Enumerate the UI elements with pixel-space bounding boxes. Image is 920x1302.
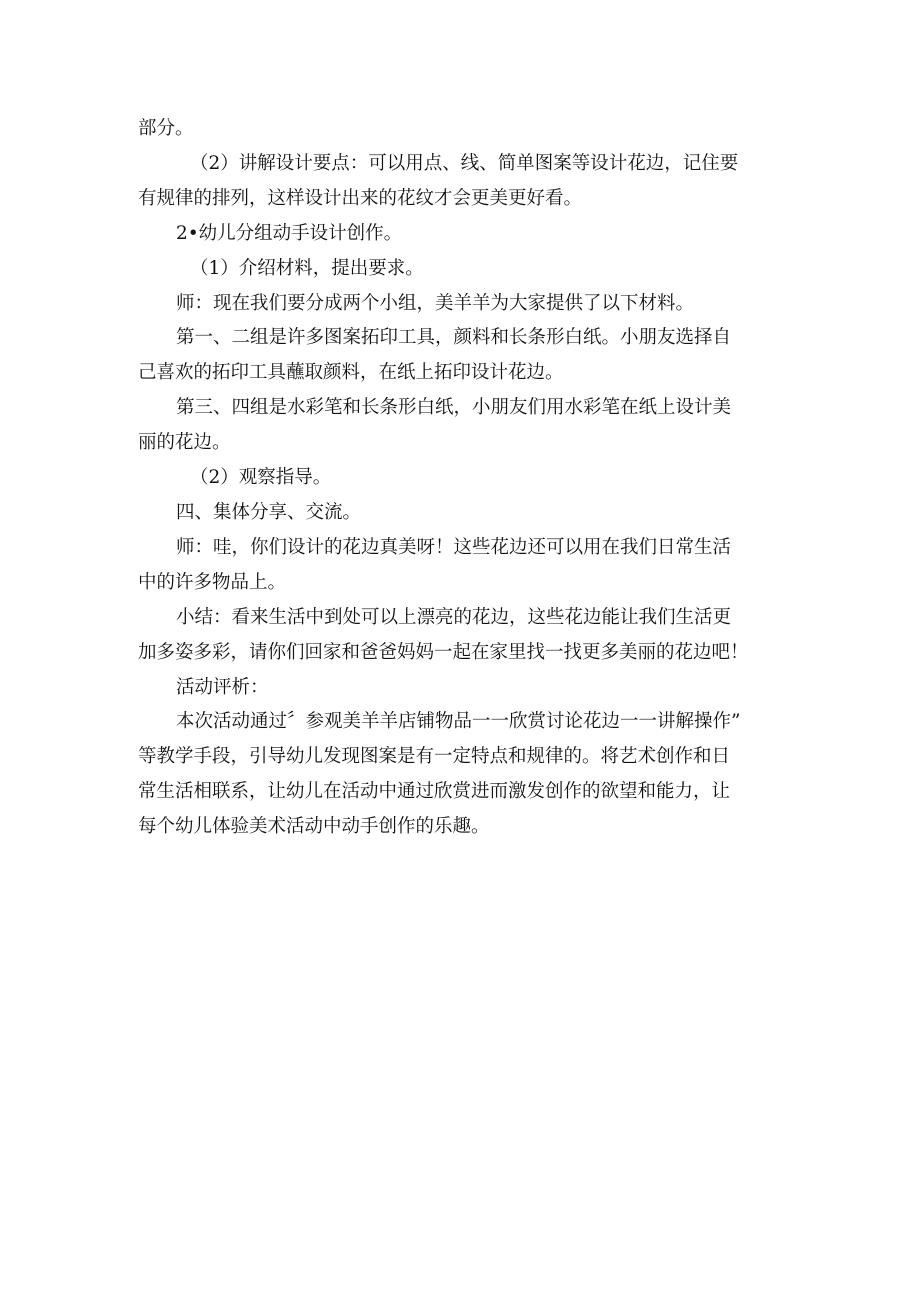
paragraph-line: （2）观察指导。 — [190, 467, 332, 489]
paragraph-line: 中的许多物品上。 — [138, 571, 287, 593]
paragraph-line: （2）讲解设计要点：可以用点、线、简单图案等设计花边，记住要 — [190, 152, 739, 174]
paragraph-line: 有规律的排列，这样设计出来的花纹才会更美更好看。 — [138, 187, 583, 209]
paragraph-line: 2•幼儿分组动手设计创作。 — [176, 222, 403, 244]
document-body — [138, 112, 788, 845]
paragraph-line: （1）介绍材料，提出要求。 — [190, 257, 424, 279]
paragraph-line: 等教学手段，引导幼儿发现图案是有一定特点和规律的。将艺术创作和日 — [138, 746, 731, 768]
paragraph-line: 丽的花边。 — [138, 432, 231, 454]
paragraph-line: 师：现在我们要分成两个小组，美羊羊为大家提供了以下材料。 — [176, 292, 695, 314]
paragraph-line: 第三、四组是水彩笔和长条形白纸，小朋友们用水彩笔在纸上设计美 — [176, 397, 732, 419]
paragraph-line: 部分。 — [138, 118, 194, 139]
paragraph-line: 每个幼儿体验美术活动中动手创作的乐趣。 — [138, 816, 490, 838]
paragraph-line: 己喜欢的拓印工具蘸取颜料，在纸上拓印设计花边。 — [138, 362, 564, 384]
paragraph-line: 常生活相联系，让幼儿在活动中通过欣赏进而激发创作的欲望和能力，让 — [138, 781, 731, 803]
paragraph-line: 第一、二组是许多图案拓印工具，颜料和长条形白纸。小朋友选择自 — [176, 327, 732, 349]
paragraph-line: 小结：看来生活中到处可以上漂亮的花边，这些花边能让我们生活更 — [176, 606, 732, 628]
paragraph-line: 活动评析： — [176, 676, 269, 698]
paragraph-line: 加多姿多彩，请你们回家和爸爸妈妈一起在家里找一找更多美丽的花边吧！ — [138, 641, 749, 663]
paragraph-line: 四、集体分享、交流。 — [176, 501, 362, 523]
paragraph-line: 本次活动通过〞参观美羊羊店铺物品一一欣赏讨论花边一一讲解操作” — [176, 711, 741, 733]
paragraph-line: 师：哇，你们设计的花边真美呀！这些花边还可以用在我们日常生活 — [176, 536, 732, 558]
